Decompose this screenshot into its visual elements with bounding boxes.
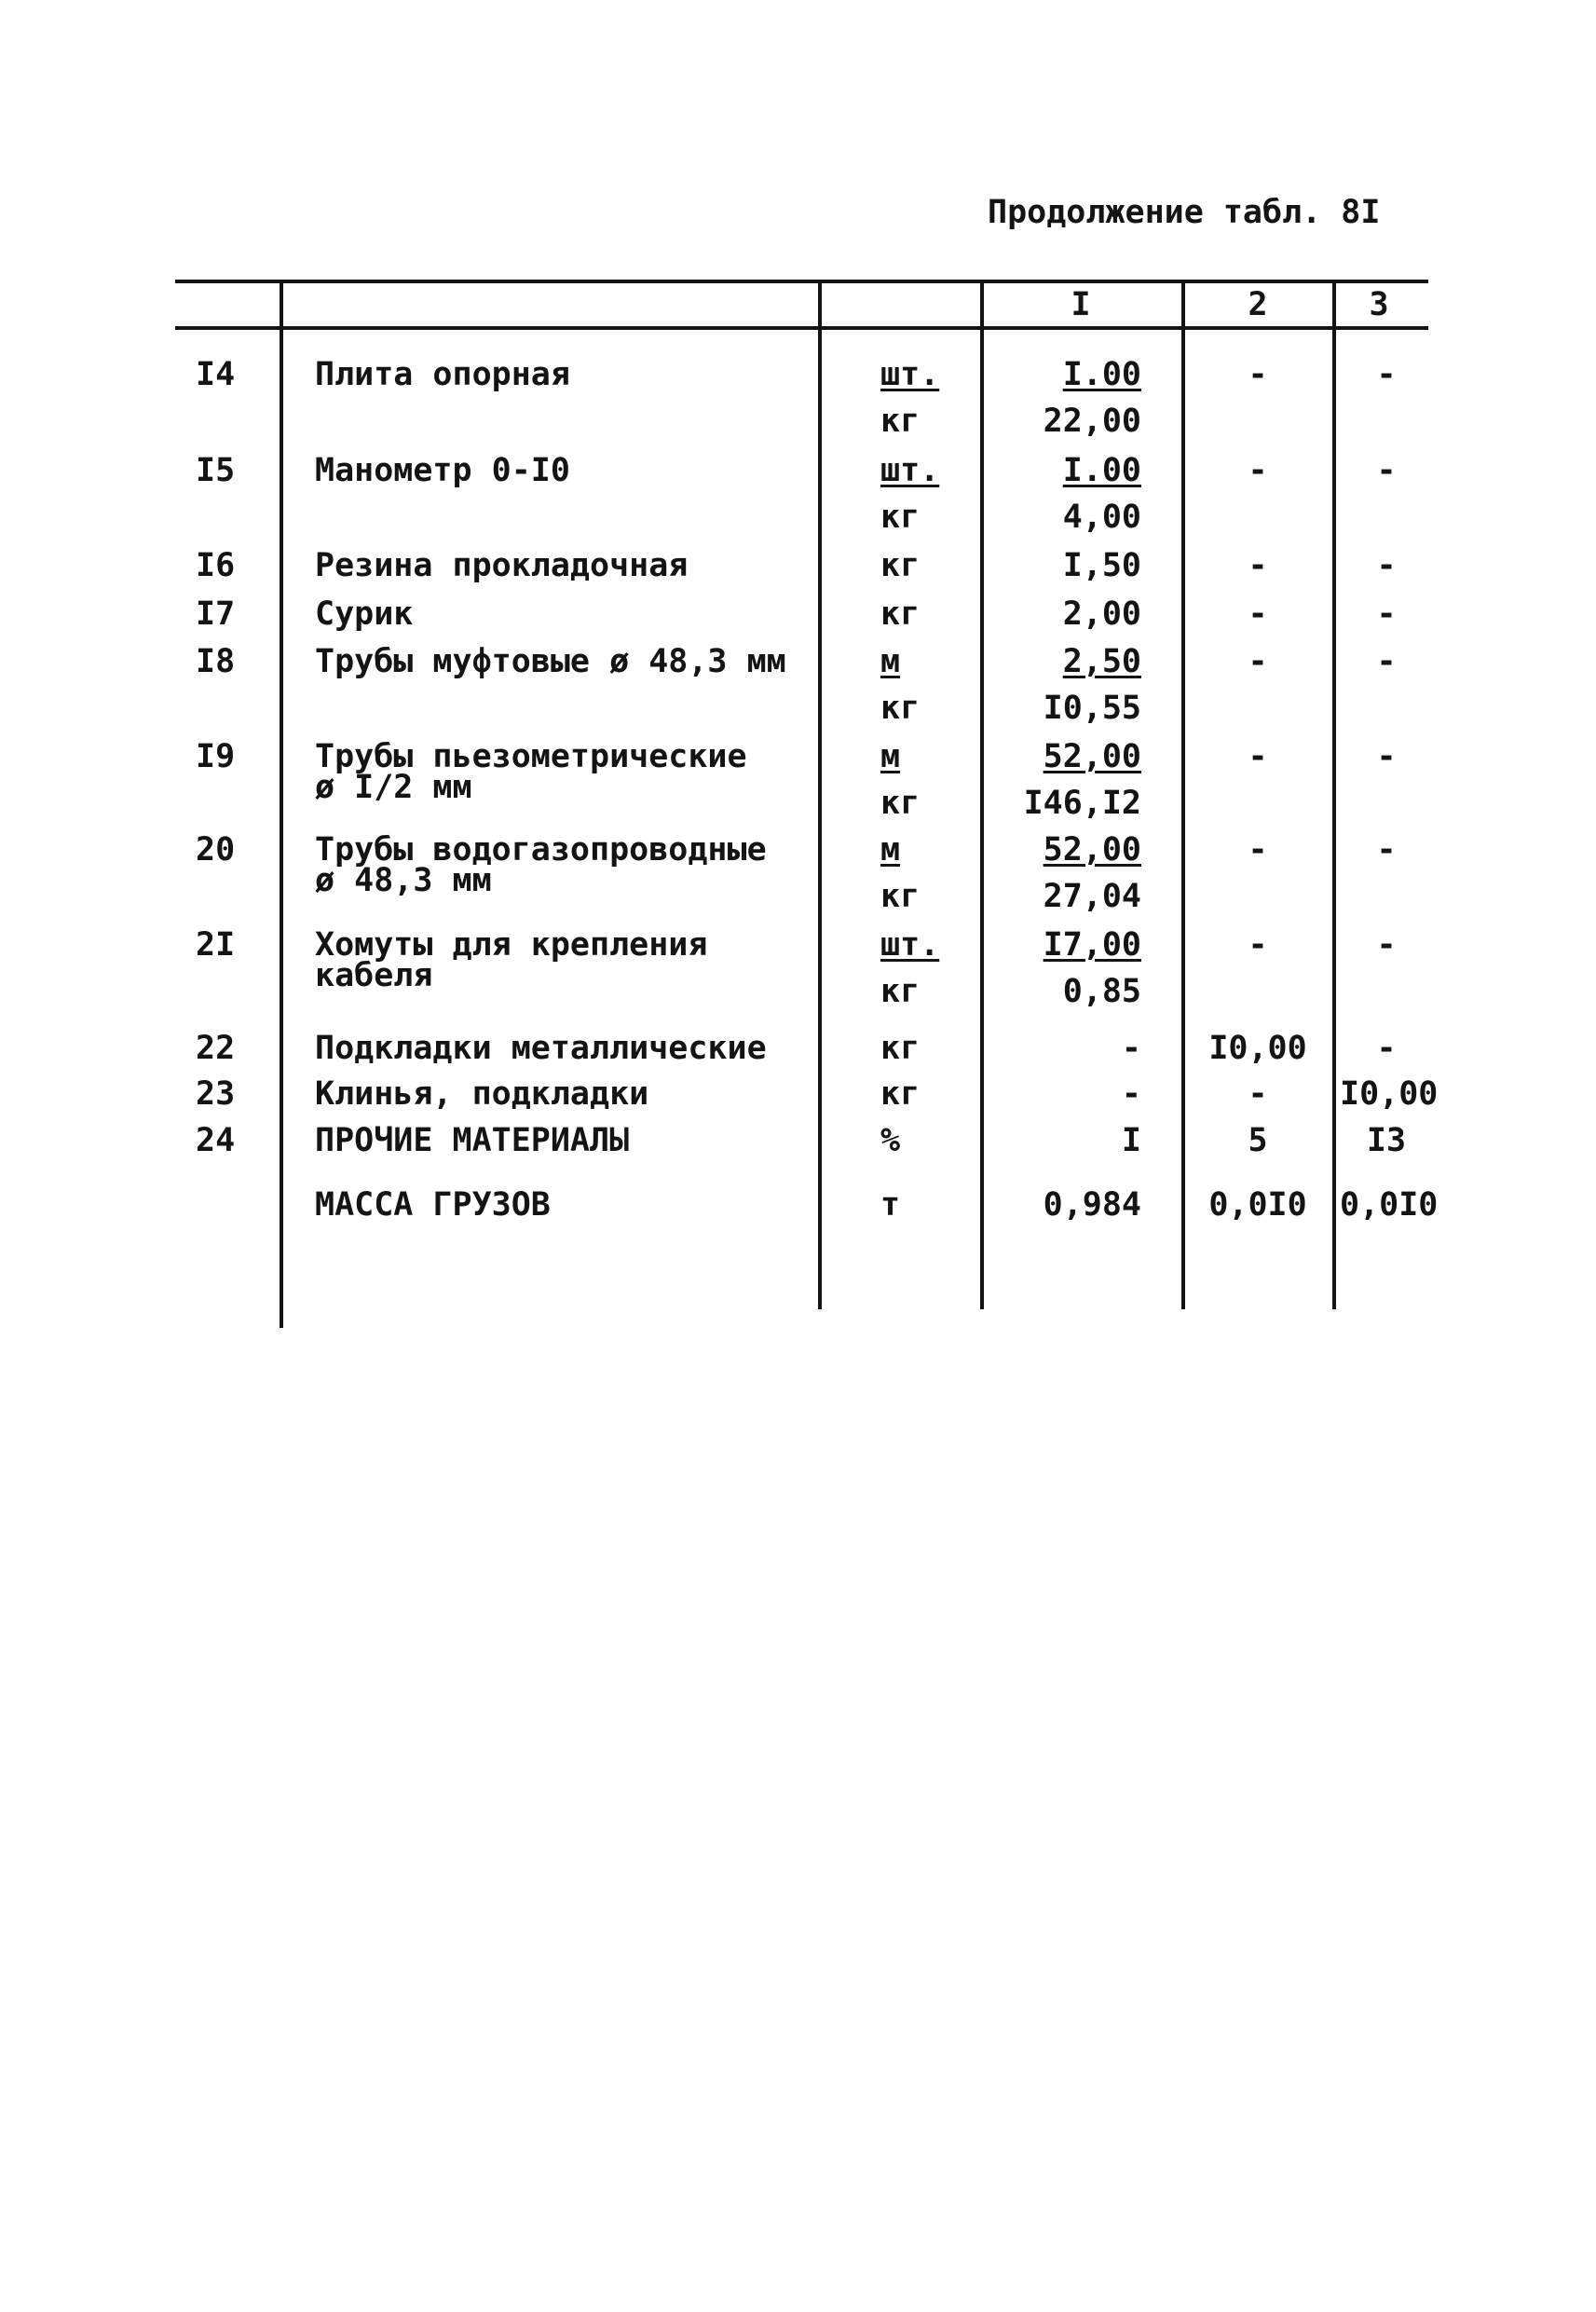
item-name: ø 48,3 мм [315, 862, 492, 899]
col-divider-c1 [1181, 280, 1185, 1309]
col-1-value: I [1121, 1122, 1141, 1159]
col-1-value: I46,I2 [1023, 785, 1141, 822]
unit: шт. [880, 356, 940, 393]
unit: кг [880, 595, 921, 633]
col-1-value: - [1121, 1075, 1141, 1113]
col-2-value: 0,0I0 [1208, 1186, 1307, 1224]
unit: кг [880, 973, 921, 1010]
row-number: 24 [196, 1122, 236, 1159]
col-divider-name [818, 280, 822, 1309]
col-3-value: - [1376, 595, 1397, 633]
col-2-value: - [1248, 643, 1268, 680]
header-bottom-rule [175, 326, 1428, 330]
item-name: ПРОЧИЕ МАТЕРИАЛЫ [315, 1122, 630, 1159]
col-2-value: - [1248, 926, 1268, 964]
col-divider-unit [980, 280, 984, 1309]
unit: шт. [880, 926, 940, 964]
unit: м [880, 738, 901, 775]
unit: кг [880, 690, 921, 727]
unit: кг [880, 1075, 921, 1113]
row-number: I7 [196, 595, 236, 633]
col-3-value: - [1376, 643, 1397, 680]
row-number: I5 [196, 452, 236, 489]
col-2-value: - [1248, 831, 1268, 869]
col-1-value: - [1121, 1030, 1141, 1067]
item-name: ø I/2 мм [315, 769, 472, 806]
col-3-value: - [1376, 926, 1397, 964]
item-name: Сурик [315, 595, 414, 633]
col-divider-c2 [1332, 280, 1336, 1309]
row-number: 2I [196, 926, 236, 964]
row-number: 23 [196, 1075, 236, 1113]
unit: кг [880, 499, 921, 536]
col-2-value: 5 [1248, 1122, 1268, 1159]
col-3-value: I0,00 [1340, 1075, 1439, 1113]
item-name: Плита опорная [315, 356, 570, 393]
unit: % [880, 1122, 901, 1159]
unit: кг [880, 403, 921, 440]
col-3-value: - [1376, 356, 1397, 393]
col-1-value: 22,00 [1043, 403, 1141, 440]
col-2-value: - [1248, 452, 1268, 489]
item-name: МАССА ГРУЗОВ [315, 1186, 551, 1224]
table-caption: Продолжение табл. 8I [988, 194, 1381, 231]
unit: кг [880, 878, 921, 915]
col-1-value: I.00 [1062, 356, 1141, 393]
col-1-value: 2,50 [1062, 643, 1141, 680]
col-1-value: 0,85 [1062, 973, 1141, 1010]
col-2-value: - [1248, 738, 1268, 775]
unit: кг [880, 1030, 921, 1067]
col-3-value: - [1376, 738, 1397, 775]
header-col-2: 2 [1248, 286, 1268, 323]
item-name: Трубы водогазопроводные [315, 831, 767, 869]
col-3-value: - [1376, 547, 1397, 584]
unit: шт. [880, 452, 940, 489]
item-name: Подкладки металлические [315, 1030, 767, 1067]
col-2-value: - [1248, 1075, 1268, 1113]
col-2-value: - [1248, 595, 1268, 633]
unit: кг [880, 785, 921, 822]
col-1-value: I7,00 [1043, 926, 1141, 964]
col-1-value: 52,00 [1043, 831, 1141, 869]
unit: т [880, 1186, 901, 1224]
row-number: I6 [196, 547, 236, 584]
table-top-rule [175, 280, 1428, 283]
col-divider-num [280, 280, 283, 1328]
row-number: 20 [196, 831, 236, 869]
row-number: 22 [196, 1030, 236, 1067]
item-name: Клинья, подкладки [315, 1075, 649, 1113]
col-1-value: 52,00 [1043, 738, 1141, 775]
col-3-value: - [1376, 1030, 1397, 1067]
col-1-value: 4,00 [1062, 499, 1141, 536]
col-1-value: 0,984 [1043, 1186, 1141, 1224]
item-name: Манометр 0-I0 [315, 452, 570, 489]
row-number: I8 [196, 643, 236, 680]
item-name: кабеля [315, 957, 433, 994]
col-3-value: 0,0I0 [1340, 1186, 1439, 1224]
item-name: Резина прокладочная [315, 547, 689, 584]
col-2-value: - [1248, 547, 1268, 584]
col-3-value: I3 [1366, 1122, 1407, 1159]
col-1-value: 27,04 [1043, 878, 1141, 915]
col-1-value: I0,55 [1043, 690, 1141, 727]
col-1-value: I.00 [1062, 452, 1141, 489]
col-3-value: - [1376, 452, 1397, 489]
col-1-value: I,50 [1062, 547, 1141, 584]
header-col-1: I [1071, 286, 1091, 323]
unit: м [880, 831, 901, 869]
unit: м [880, 643, 901, 680]
col-2-value: - [1248, 356, 1268, 393]
row-number: I9 [196, 738, 236, 775]
col-3-value: - [1376, 831, 1397, 869]
row-number: I4 [196, 356, 236, 393]
item-name: Трубы пьезометрические [315, 738, 747, 775]
col-1-value: 2,00 [1062, 595, 1141, 633]
item-name: Хомуты для крепления [315, 926, 708, 964]
unit: кг [880, 547, 921, 584]
header-col-3: 3 [1369, 286, 1389, 323]
item-name: Трубы муфтовые ø 48,3 мм [315, 643, 786, 680]
col-2-value: I0,00 [1208, 1030, 1307, 1067]
